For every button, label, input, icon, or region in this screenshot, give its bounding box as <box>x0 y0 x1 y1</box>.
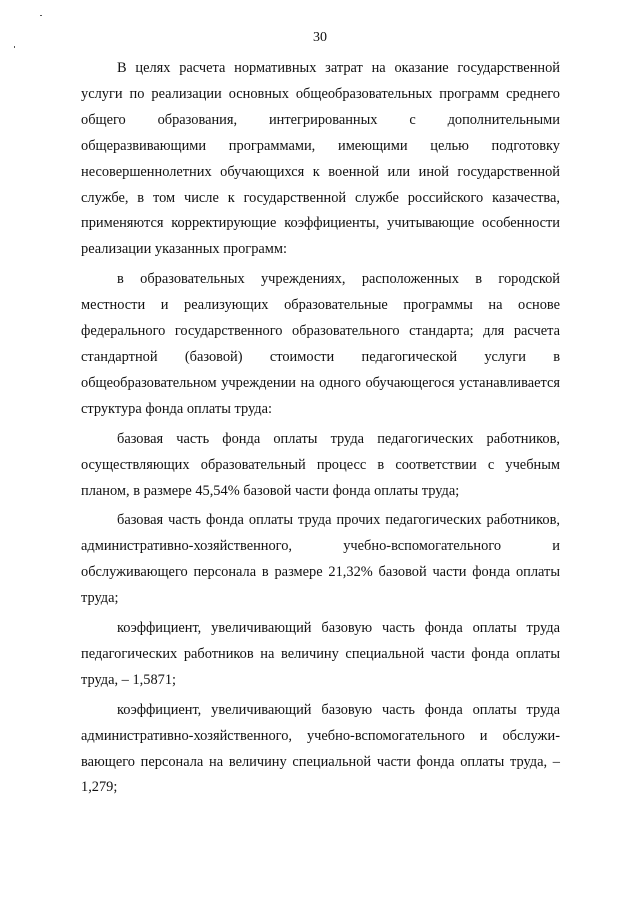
paragraph-urban-schools: в образовательных учреждениях, расположенных в городской местности и реализующих образовательные программы на основе федерального государственного образовательного стандарта; для расчета стандартной (базовой) стоимости педагогической услуги в общеобразовательном учреждении на одного обучающегося устанавливается структура фонда оплаты труда: <box>81 271 560 417</box>
paragraph-support-staff-coefficient: коэффициент, увеличивающий базовую часть фонда оплаты труда административно-хозяйственного, учебно-вспомогательного и обслуживающего персонала на величину специальной части фонда оплаты труда, – 1,279; <box>81 701 560 796</box>
paragraph-intro: В целях расчета нормативных затрат на оказание государственной услуги по реализации основных общеобразовательных программ среднего общего образования, интегрированных с дополнительными общеразвивающими программами, имеющими целью подготовку несовершеннолетних обучающихся к военной или иной государственной службе, в том числе к государственной службе российского казачества, применяются корректирующие коэффициенты, учитывающие особенности реализации указанных программ: <box>81 60 560 258</box>
document-body <box>81 56 560 805</box>
paragraph-teachers-base-share: базовая часть фонда оплаты труда педагогических работников, осуществляющих образовательный процесс в соответствии с учебным планом, в размере 45,54% базовой части фонда оплаты труда; <box>81 430 560 499</box>
scan-speck <box>14 46 15 48</box>
paragraph-teachers-coefficient: коэффициент, увеличивающий базовую часть фонда оплаты труда педагогических работников на величину специальной части фонда оплаты труда, – 1,5871; <box>81 620 560 688</box>
scan-speck <box>40 15 42 16</box>
page-number: 30 <box>313 30 327 45</box>
paragraph-other-staff-base-share: базовая часть фонда оплаты труда прочих педагогических работников, административно-хозяйственного, учебно-вспомогательного и обслуживающего персонала в размере 21,32% базовой части фонда оплаты труда; <box>81 512 560 607</box>
